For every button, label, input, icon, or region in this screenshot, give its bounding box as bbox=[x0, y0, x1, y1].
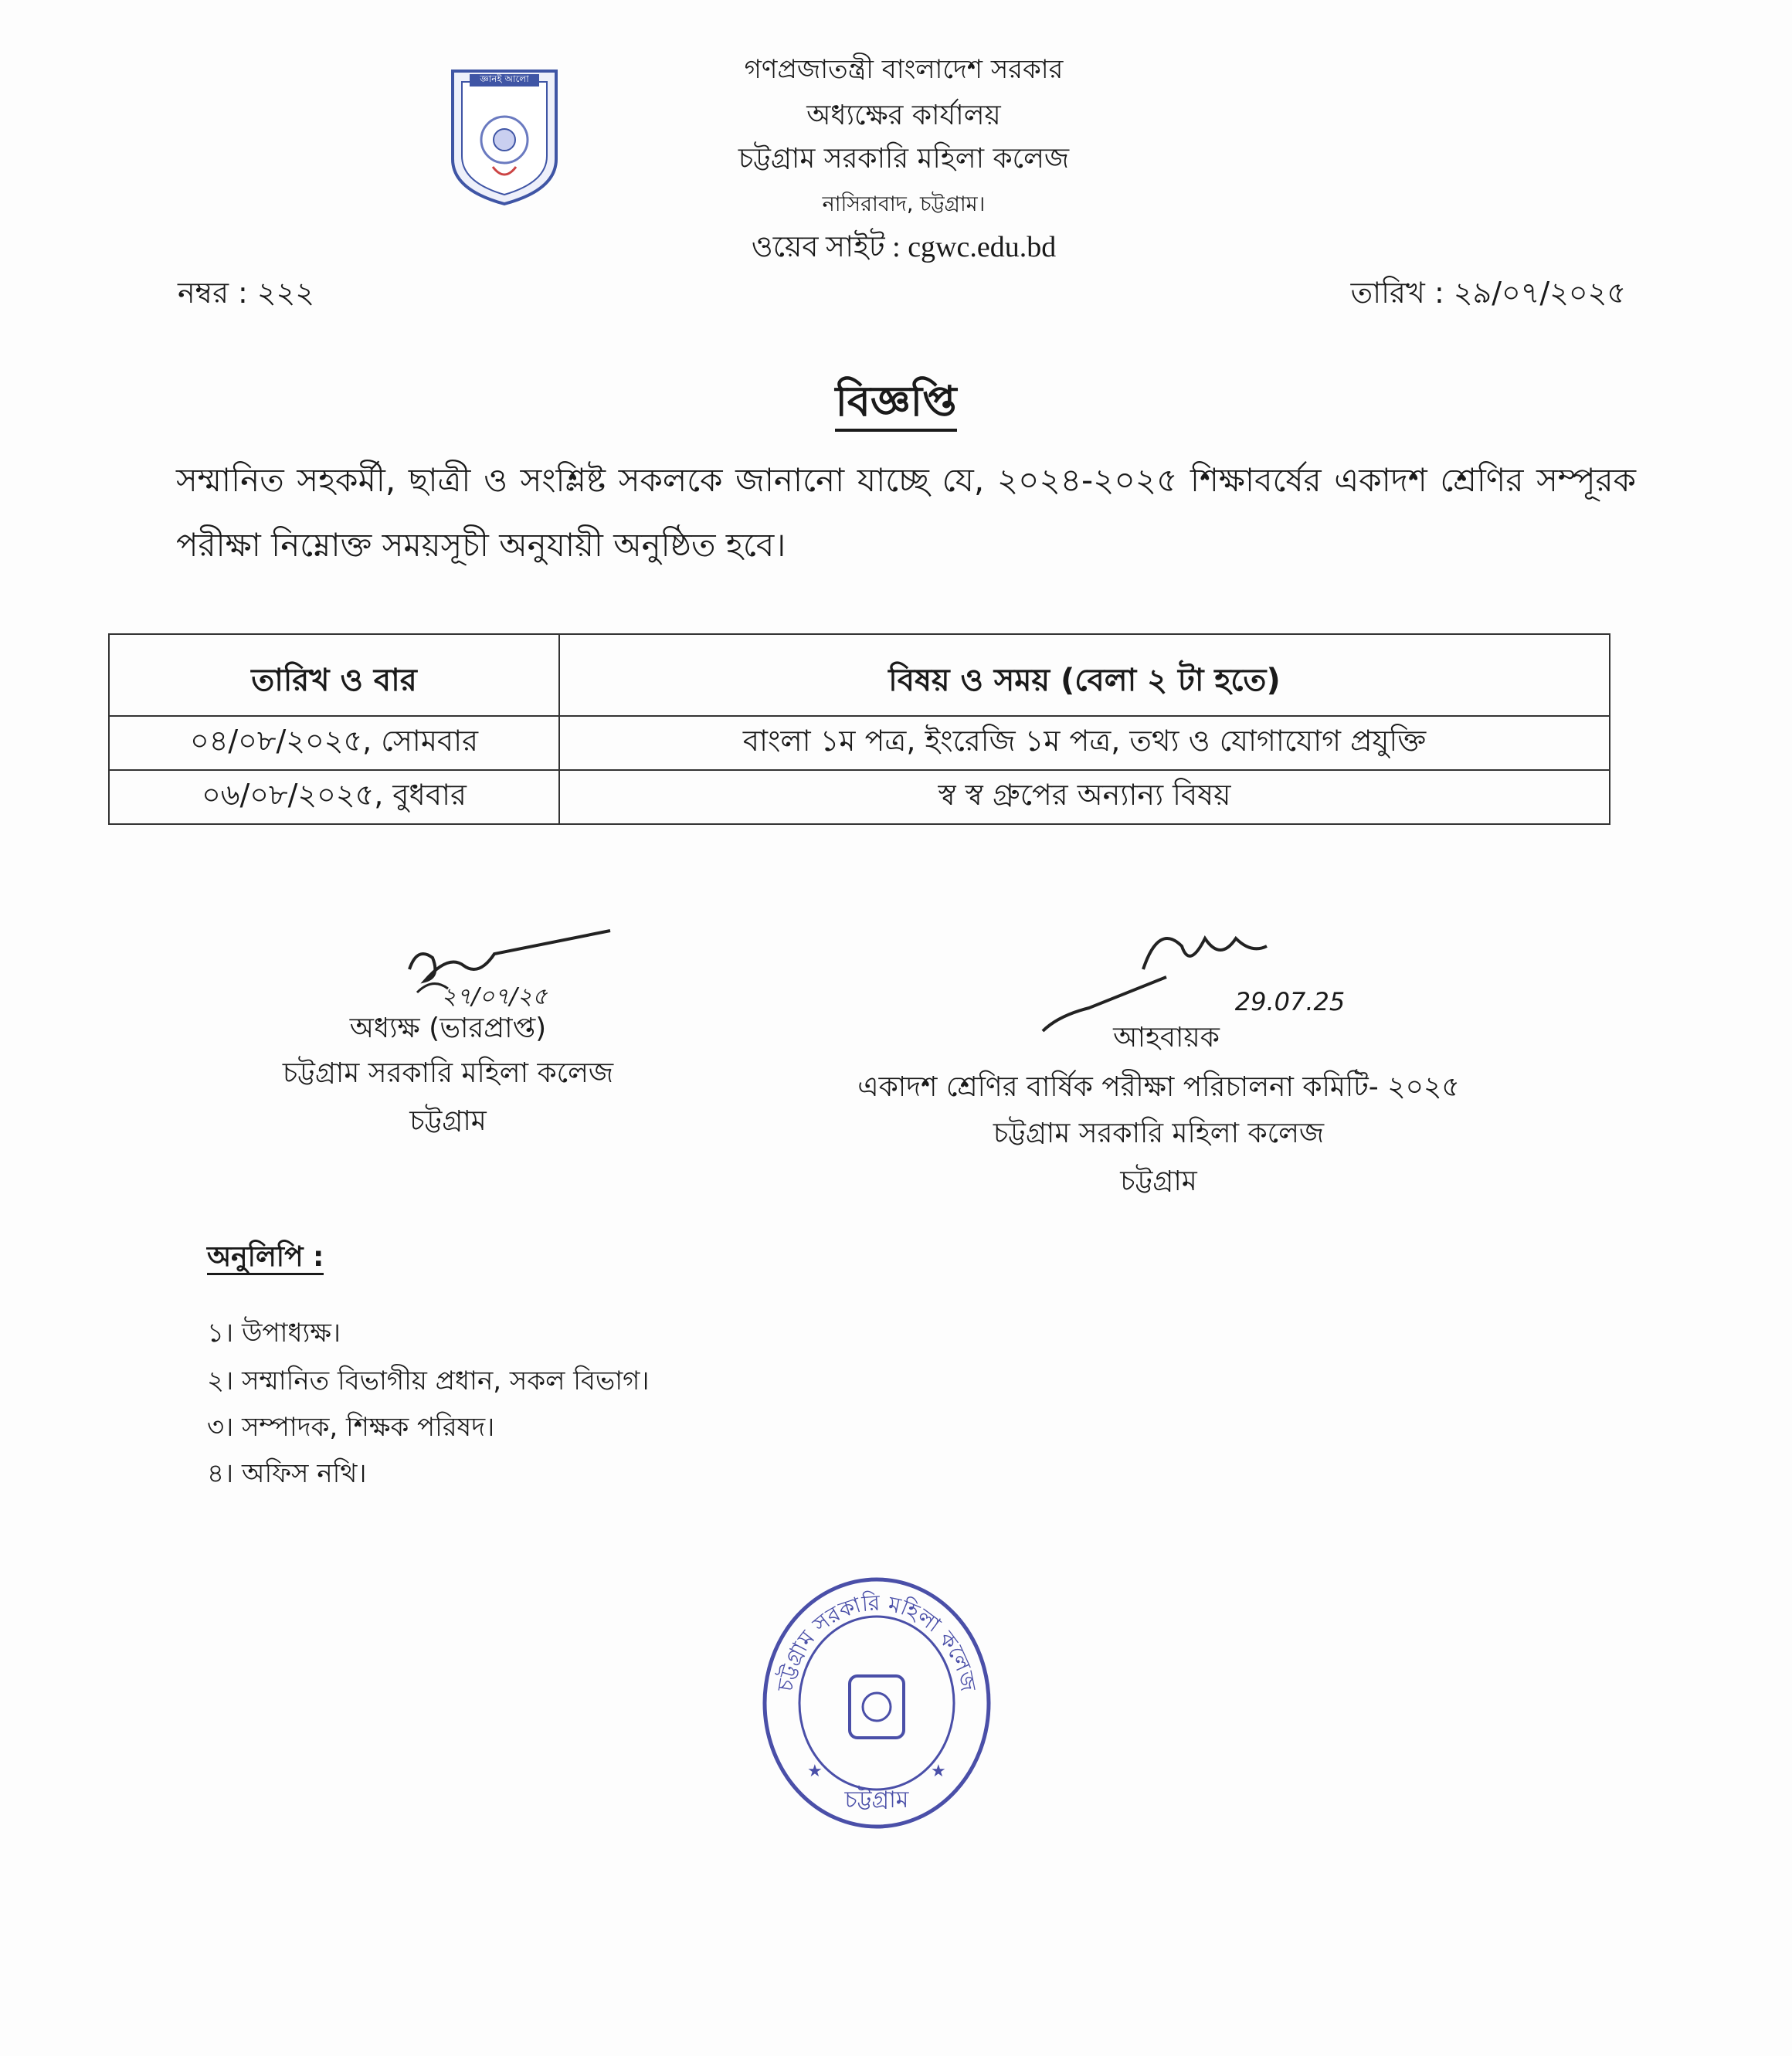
row-subjects: বাংলা ১ম পত্র, ইংরেজি ১ম পত্র, তথ্য ও যোগাযোগ প্রযুক্তি bbox=[559, 716, 1610, 770]
memo-date: তারিখ : ২৯/০৭/২০২৫ bbox=[1350, 276, 1626, 310]
svg-text:★: ★ bbox=[931, 1762, 946, 1781]
principal-city: চট্টগ্রাম bbox=[409, 1105, 487, 1137]
notice-title bbox=[0, 369, 1792, 439]
seal-ring-text: চট্টগ্রাম সরকারি মহিলা কলেজ bbox=[772, 1589, 982, 1694]
convener-committee: একাদশ শ্রেণির বার্ষিক পরীক্ষা পরিচালনা কমিটি- ২০২৫ bbox=[857, 1071, 1460, 1103]
copies-heading bbox=[207, 1236, 324, 1282]
memo-number: নম্বর : ২২২ bbox=[178, 276, 315, 310]
table-row bbox=[109, 770, 1610, 824]
government-title: গণপ্রজাতন্ত্রী বাংলাদেশ সরকার bbox=[744, 54, 1064, 85]
table-row bbox=[109, 716, 1610, 770]
header-subject-time: বিষয় ও সময় (বেলা ২ টা হতে) bbox=[559, 634, 1610, 716]
college-name: চট্টগ্রাম সরকারি মহিলা কলেজ bbox=[738, 143, 1070, 175]
principal-signature-date: ২৭/০৭/২৫ bbox=[441, 983, 548, 1010]
seal-bottom-text: চট্টগ্রাম bbox=[844, 1786, 909, 1813]
notice-body: সম্মানিত সহকর্মী, ছাত্রী ও সংশ্লিষ্ট সকলকে জানানো যাচ্ছে যে, ২০২৪-২০২৫ শিক্ষাবর্ষের একাদশ শ্রেণির সম্পূরক পরীক্ষা নিম্নোক্ত সময়সূচী অনুযায়ী অনুষ্ঠিত হবে। bbox=[176, 461, 1636, 564]
office-title: অধ্যক্ষের কার্যালয় bbox=[806, 100, 1001, 131]
principal-institution: চট্টগ্রাম সরকারি মহিলা কলেজ bbox=[282, 1057, 614, 1089]
row-date: ০৪/০৮/২০২৫, সোমবার bbox=[109, 716, 559, 770]
college-address: নাসিরাবাদ, চট্টগ্রাম। bbox=[822, 192, 986, 216]
convener-institution: চট্টগ্রাম সরকারি মহিলা কলেজ bbox=[993, 1118, 1325, 1149]
convener-role: আহবায়ক bbox=[1113, 1022, 1220, 1053]
college-website: ওয়েব সাইট : cgwc.edu.bd bbox=[751, 231, 1057, 263]
row-subjects: স্ব স্ব গ্রুপের অন্যান্য বিষয় bbox=[559, 770, 1610, 824]
official-seal bbox=[761, 1576, 993, 1830]
notice-title-text: বিজ্ঞপ্তি bbox=[835, 377, 956, 432]
header-date-day: তারিখ ও বার bbox=[109, 634, 559, 716]
row-date: ০৬/০৮/২০২৫, বুধবার bbox=[109, 770, 559, 824]
convener-city: চট্টগ্রাম bbox=[1120, 1165, 1197, 1197]
exam-schedule-table bbox=[108, 633, 1610, 825]
copy-item: ১। উপাধ্যক্ষ। bbox=[207, 1318, 341, 1349]
table-header-row bbox=[109, 634, 1610, 716]
copy-item: ৩। সম্পাদক, শিক্ষক পরিষদ। bbox=[207, 1412, 495, 1443]
logo-lettering: জ্ঞানই আলো bbox=[480, 73, 529, 84]
copies-heading-text: অনুলিপি : bbox=[207, 1241, 324, 1275]
copy-item: ২। সম্মানিত বিভাগীয় প্রধান, সকল বিভাগ। bbox=[207, 1366, 650, 1396]
copy-item: ৪। অফিস নথি। bbox=[207, 1458, 367, 1489]
convener-signature-date: 29.07.25 bbox=[1234, 987, 1346, 1016]
svg-text:★: ★ bbox=[807, 1762, 823, 1781]
principal-role: অধ্যক্ষ (ভারপ্রাপ্ত) bbox=[349, 1013, 547, 1044]
